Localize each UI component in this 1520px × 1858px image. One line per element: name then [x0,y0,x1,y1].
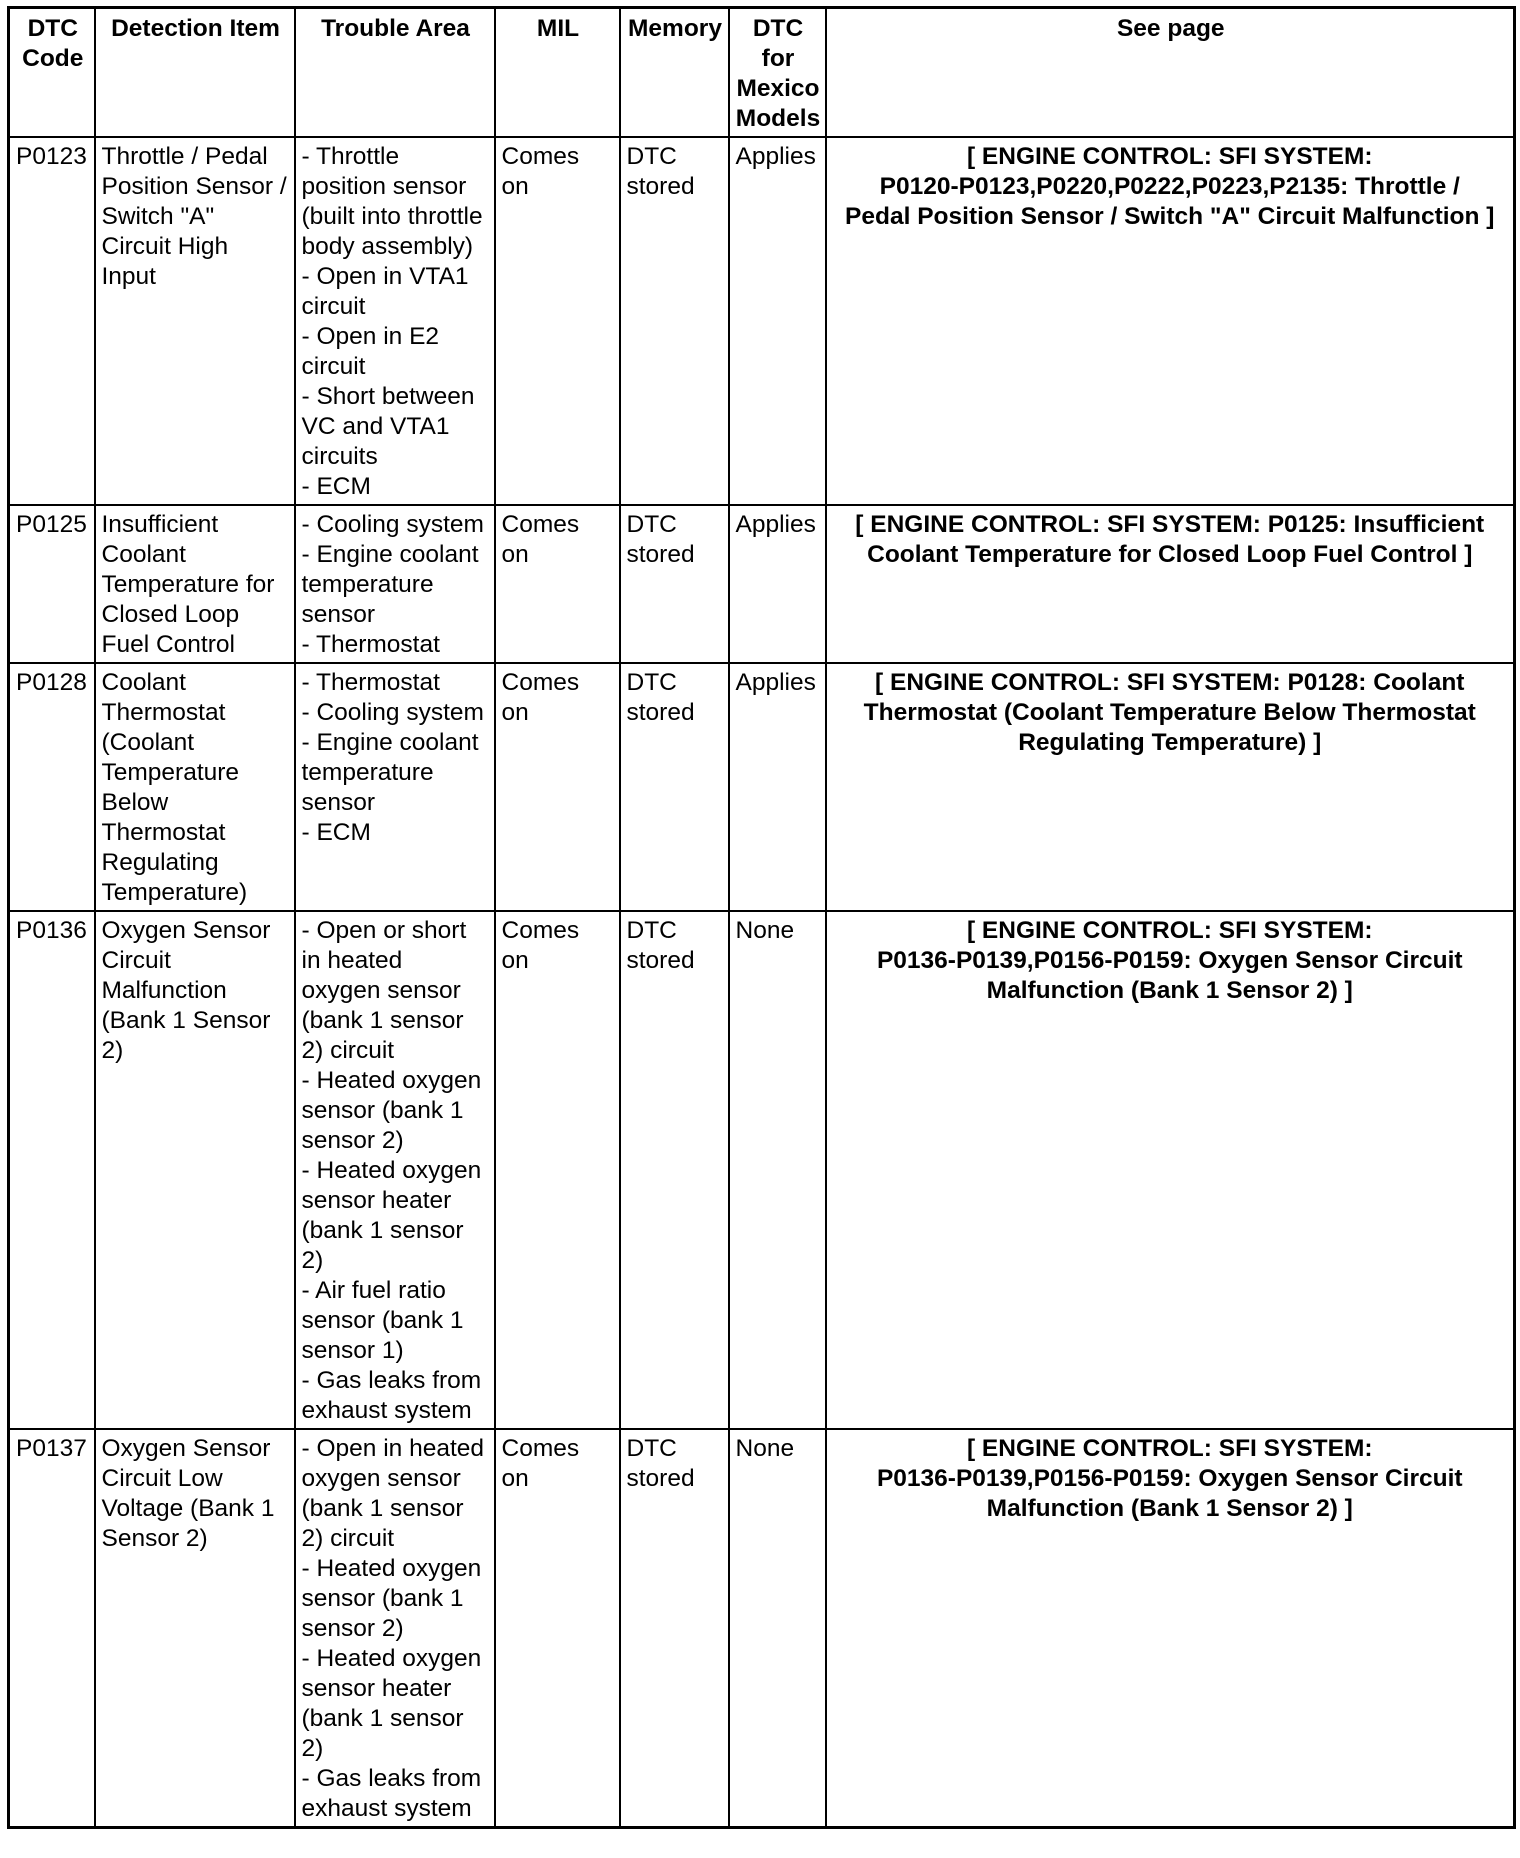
cell-text-line: stored [626,947,695,974]
header-dtc-code [9,8,95,138]
cell-text-line: Trouble Area [321,15,470,42]
see-page-cell[interactable] [826,911,1515,1429]
dtc-mexico-cell [729,663,826,911]
trouble-area-cell [295,1429,495,1828]
cell-text-line: DTC [626,1435,677,1462]
cell-text-line: Circuit High [101,233,229,260]
cell-text-line: - Open in heated [301,1435,485,1462]
cell-text-line: - Gas leaks from [301,1367,482,1394]
cell-text-line: P0136-P0139,P0156-P0159: Oxygen Sensor Circuit [876,1465,1463,1492]
trouble-area-cell [295,663,495,911]
cell-text-line: Closed Loop [101,601,240,628]
cell-text-line: Comes [501,1435,580,1462]
dtc-mexico-cell [729,911,826,1429]
cell-text-line: - Gas leaks from [301,1765,482,1792]
cell-text-line: sensor 1) [301,1337,404,1364]
cell-text-line: sensor (bank 1 [301,1097,464,1124]
cell-text-line: Throttle / Pedal [101,143,268,170]
cell-text-line: Applies [735,143,816,170]
table-row [9,663,1515,911]
cell-text-line: temperature [301,571,434,598]
cell-text-line: P0136-P0139,P0156-P0159: Oxygen Sensor Circuit [876,947,1463,974]
cell-text-line: (Coolant [101,729,195,756]
cell-text-line: - ECM [301,473,371,500]
cell-text-line: - Thermostat [301,669,440,696]
cell-text-line: Temperature) [101,879,248,906]
dtc-code-cell: P0123 [9,137,95,505]
cell-text-line: DTC [752,15,804,42]
cell-text-line: Circuit Low [101,1465,223,1492]
cell-text-line: (Bank 1 Sensor [101,1007,271,1034]
header-row [9,8,1515,138]
cell-text-line: sensor (bank 1 [301,1307,464,1334]
cell-text-line: body assembly) [301,233,474,260]
cell-text-line: in heated [301,947,403,974]
header-mil [495,8,620,138]
cell-text-line: Input [101,263,156,290]
cell-text-line: See page [1116,15,1225,42]
cell-text-line: stored [626,541,695,568]
cell-text-line: Coolant Temperature for Closed Loop Fuel Control ] [867,541,1473,568]
cell-text-line: circuit [301,353,366,380]
cell-text-line: Code [22,45,84,72]
cell-text-line: Models [735,105,821,132]
see-page-cell[interactable] [826,663,1515,911]
cell-text-line: Fuel Control [101,631,235,658]
cell-text-line: DTC [626,669,677,696]
dtc-mexico-cell [729,505,826,663]
trouble-area-cell [295,505,495,663]
cell-text-line: Coolant [101,541,186,568]
cell-text-line: 2) [301,1735,324,1762]
cell-text-line: Voltage (Bank 1 [101,1495,275,1522]
cell-text-line: DTC [626,511,677,538]
mil-cell [495,137,620,505]
header-detection-item [95,8,295,138]
cell-text-line: [ ENGINE CONTROL: SFI SYSTEM: [966,1435,1373,1462]
cell-text-line: - Thermostat [301,631,440,658]
cell-text-line: - Engine coolant [301,729,479,756]
header-memory [620,8,729,138]
cell-text-line: oxygen sensor [301,977,461,1004]
cell-text-line: DTC [626,143,677,170]
cell-text-line: circuits [301,443,378,470]
cell-text-line: exhaust system [301,1795,472,1822]
cell-text-line: - Heated oxygen [301,1157,482,1184]
cell-text-line: VC and VTA1 [301,413,450,440]
cell-text-line: Thermostat (Coolant Temperature Below Thermostat [863,699,1476,726]
detection-item-cell [95,137,295,505]
cell-text-line: [ ENGINE CONTROL: SFI SYSTEM: P0125: Insufficient [855,511,1485,538]
cell-text-line: Thermostat [101,819,226,846]
cell-text-line: on [501,699,529,726]
cell-text-line: Comes [501,917,580,944]
cell-text-line: Memory [628,15,722,42]
memory-cell [620,1429,729,1828]
cell-text-line: - Cooling system [301,699,484,726]
memory-cell [620,505,729,663]
dtc-code-cell: P0125 [9,505,95,663]
cell-text-line: (bank 1 sensor [301,1495,464,1522]
cell-text-line: Detection Item [111,15,280,42]
cell-text-line: (bank 1 sensor [301,1217,464,1244]
cell-text-line: Sensor 2) [101,1525,208,1552]
cell-text-line: - Open in VTA1 [301,263,469,290]
cell-text-line: None [735,917,795,944]
cell-text-line: exhaust system [301,1397,472,1424]
cell-text-line: sensor [301,789,376,816]
see-page-cell[interactable] [826,137,1515,505]
cell-text-line: - Heated oxygen [301,1067,482,1094]
memory-cell [620,663,729,911]
cell-text-line: Pedal Position Sensor / Switch "A" Circuit Malfunction ] [845,203,1495,230]
cell-text-line: Malfunction [101,977,227,1004]
cell-text-line: sensor heater [301,1675,452,1702]
cell-text-line: Applies [735,511,816,538]
mil-cell [495,1429,620,1828]
cell-text-line: Applies [735,669,816,696]
cell-text-line: temperature [301,759,434,786]
cell-text-line: for [761,45,795,72]
memory-cell [620,137,729,505]
mil-cell [495,505,620,663]
cell-text-line: [ ENGINE CONTROL: SFI SYSTEM: P0128: Coolant [875,669,1465,696]
cell-text-line: Temperature [101,759,240,786]
cell-text-line: stored [626,1465,695,1492]
detection-item-cell [95,1429,295,1828]
cell-text-line: Malfunction (Bank 1 Sensor 2) ] [986,977,1353,1004]
cell-text-line: 2) circuit [301,1037,395,1064]
cell-text-line: 2) [301,1247,324,1274]
cell-text-line: on [501,173,529,200]
cell-text-line: sensor heater [301,1187,452,1214]
cell-text-line: (bank 1 sensor [301,1705,464,1732]
cell-text-line: - Throttle [301,143,400,170]
cell-text-line: Comes [501,511,580,538]
see-page-cell[interactable] [826,1429,1515,1828]
cell-text-line: Comes [501,669,580,696]
cell-text-line: - Short between [301,383,475,410]
cell-text-line: Coolant [101,669,186,696]
dtc-table [7,6,1516,1829]
cell-text-line: P0120-P0123,P0220,P0222,P0223,P2135: Throttle / [879,173,1460,200]
cell-text-line: [ ENGINE CONTROL: SFI SYSTEM: [966,143,1373,170]
dtc-mexico-cell [729,1429,826,1828]
cell-text-line: DTC [626,917,677,944]
cell-text-line: - Cooling system [301,511,484,538]
detection-item-cell [95,505,295,663]
cell-text-line: Thermostat [101,699,226,726]
cell-text-line: DTC [27,15,78,42]
cell-text-line: oxygen sensor [301,1465,461,1492]
table-row [9,911,1515,1429]
cell-text-line: Insufficient [101,511,219,538]
cell-text-line: - Heated oxygen [301,1555,482,1582]
cell-text-line: Circuit [101,947,171,974]
cell-text-line: - Heated oxygen [301,1645,482,1672]
cell-text-line: sensor 2) [301,1615,404,1642]
cell-text-line: (bank 1 sensor [301,1007,464,1034]
cell-text-line: - Air fuel ratio [301,1277,446,1304]
cell-text-line: Mexico [736,75,820,102]
see-page-cell[interactable] [826,505,1515,663]
table-body [9,137,1515,1828]
mil-cell [495,663,620,911]
cell-text-line: Switch "A" [101,203,215,230]
cell-text-line: - Open in E2 [301,323,440,350]
detection-item-cell [95,911,295,1429]
cell-text-line: on [501,1465,529,1492]
cell-text-line: 2) circuit [301,1525,395,1552]
table-row [9,1429,1515,1828]
memory-cell [620,911,729,1429]
cell-text-line: Regulating [101,849,219,876]
cell-text-line: MIL [536,15,580,42]
cell-text-line: on [501,541,529,568]
table-row [9,505,1515,663]
cell-text-line: Temperature for [101,571,275,598]
header-trouble-area [295,8,495,138]
cell-text-line: Oxygen Sensor [101,917,271,944]
cell-text-line: stored [626,699,695,726]
dtc-code-cell: P0137 [9,1429,95,1828]
trouble-area-cell [295,911,495,1429]
cell-text-line: Regulating Temperature) ] [1018,729,1322,756]
cell-text-line: [ ENGINE CONTROL: SFI SYSTEM: [966,917,1373,944]
cell-text-line: - ECM [301,819,371,846]
cell-text-line: stored [626,173,695,200]
cell-text-line: circuit [301,293,366,320]
dtc-mexico-cell [729,137,826,505]
cell-text-line: sensor (bank 1 [301,1585,464,1612]
cell-text-line: Comes [501,143,580,170]
cell-text-line: position sensor [301,173,467,200]
detection-item-cell [95,663,295,911]
cell-text-line: sensor [301,601,376,628]
header-see-page [826,8,1515,138]
mil-cell [495,911,620,1429]
table-row [9,137,1515,505]
cell-text-line: Position Sensor / [101,173,287,200]
cell-text-line: Malfunction (Bank 1 Sensor 2) ] [986,1495,1353,1522]
cell-text-line: None [735,1435,795,1462]
cell-text-line: - Open or short [301,917,467,944]
cell-text-line: sensor 2) [301,1127,404,1154]
cell-text-line: Below [101,789,169,816]
cell-text-line: (built into throttle [301,203,483,230]
dtc-code-cell: P0136 [9,911,95,1429]
cell-text-line: 2) [101,1037,124,1064]
cell-text-line: - Engine coolant [301,541,479,568]
cell-text-line: on [501,947,529,974]
header-dtc-mexico [729,8,826,138]
trouble-area-cell [295,137,495,505]
dtc-code-cell: P0128 [9,663,95,911]
cell-text-line: Oxygen Sensor [101,1435,271,1462]
